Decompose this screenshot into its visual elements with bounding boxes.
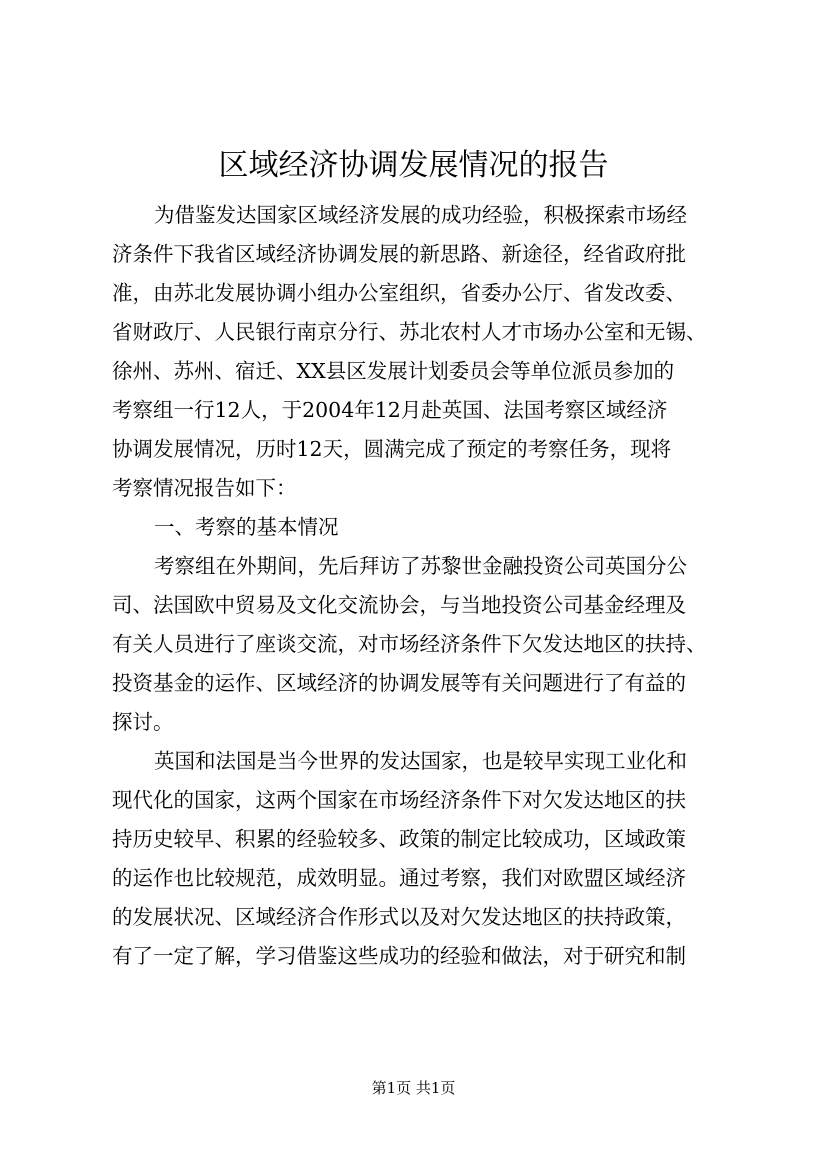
section-heading: 一、考察的基本情况	[154, 515, 339, 539]
body-line: 省财政厅、人民银行南京分行、苏北农村人才市场办公室和无锡、	[112, 320, 707, 344]
body-line: 探讨。	[112, 710, 174, 734]
document-body	[112, 196, 722, 976]
body-line: 考察组在外期间，先后拜访了苏黎世金融投资公司英国分公	[154, 554, 687, 578]
body-line: 考察组一行12人，于2004年12月赴英国、法国考察区域经济	[112, 398, 668, 422]
body-line: 协调发展情况，历时12天，圆满完成了预定的考察任务，现将	[112, 437, 672, 461]
body-line: 济条件下我省区域经济协调发展的新思路、新途径，经省政府批	[112, 242, 686, 266]
body-line: 徐州、苏州、宿迁、XX县区发展计划委员会等单位派员参加的	[112, 359, 675, 383]
body-line: 为借鉴发达国家区域经济发展的成功经验，积极探索市场经	[154, 203, 687, 227]
page-number-footer: 第1页 共1页	[371, 1079, 456, 1097]
body-line: 英国和法国是当今世界的发达国家，也是较早实现工业化和	[154, 749, 687, 773]
body-line: 有关人员进行了座谈交流，对市场经济条件下欠发达地区的扶持、	[112, 632, 707, 656]
body-line: 有了一定了解，学习借鉴这些成功的经验和做法，对于研究和制	[112, 944, 686, 968]
document-title: 区域经济协调发展情况的报告	[218, 148, 609, 183]
body-line: 现代化的国家，这两个国家在市场经济条件下对欠发达地区的扶	[112, 788, 686, 812]
body-line: 持历史较早、积累的经验较多、政策的制定比较成功，区域政策	[112, 827, 686, 851]
body-line: 考察情况报告如下：	[112, 476, 297, 500]
body-line: 司、法国欧中贸易及文化交流协会，与当地投资公司基金经理及	[112, 593, 686, 617]
body-line: 的发展状况、区域经济合作形式以及对欠发达地区的扶持政策，	[112, 905, 686, 929]
body-line: 准，由苏北发展协调小组办公室组织，省委办公厅、省发改委、	[112, 281, 686, 305]
body-line: 投资基金的运作、区域经济的协调发展等有关问题进行了有益的	[112, 671, 686, 695]
body-line: 的运作也比较规范，成效明显。通过考察，我们对欧盟区域经济	[112, 866, 686, 890]
